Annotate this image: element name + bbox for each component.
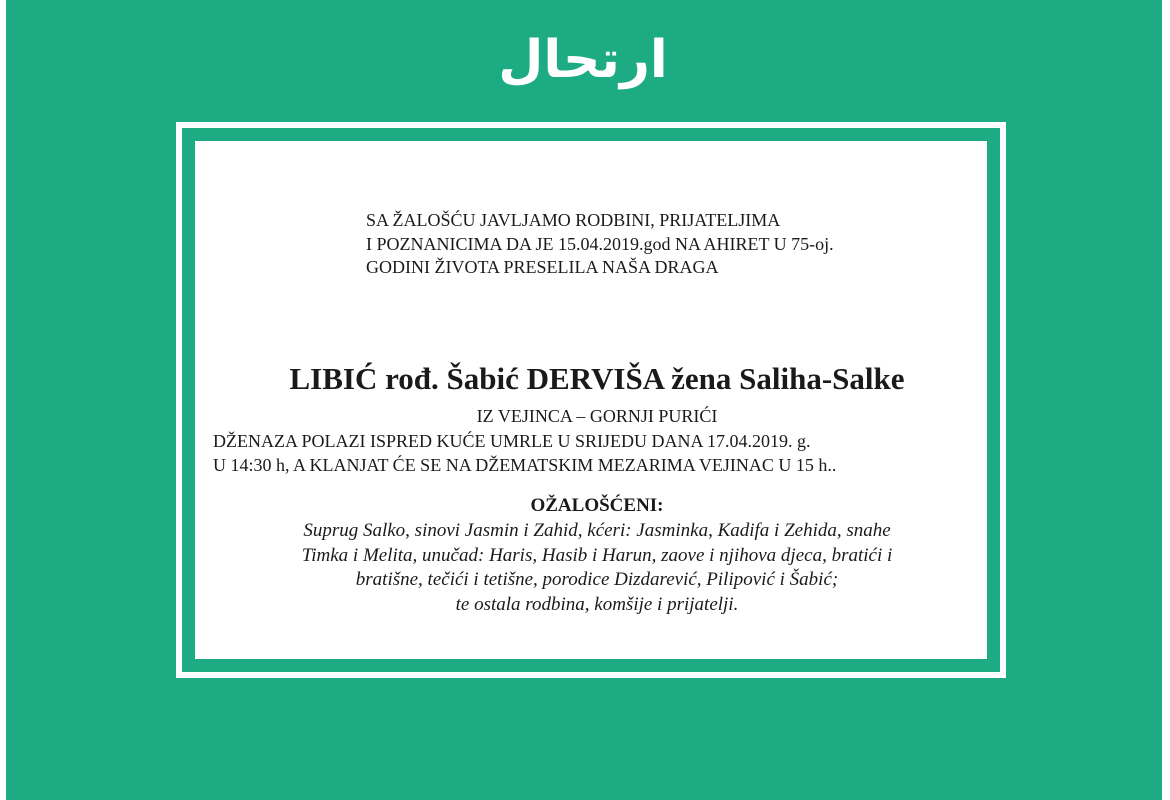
notice-frame [176, 122, 1006, 678]
mourners-title: OŽALOŠĆENI: [530, 495, 664, 516]
funeral-line: DŽENAZA POLAZI ISPRED KUĆE UMRLE U SRIJEDU DANA 17.04.2019. g. [213, 431, 811, 451]
mourners-line: bratišne, tečići i tetišne, porodice Dizdarević, Pilipović i Šabić; [355, 569, 839, 590]
intro-line: GODINI ŽIVOTA PRESELILA NAŠA DRAGA [366, 257, 719, 277]
mourners-line: te ostala rodbina, komšije i prijatelji. [455, 593, 739, 615]
intro-line: I POZNANICIMA DA JE 15.04.2019.god NA AHIRET U 75-oj. [366, 233, 834, 254]
mourners-list [195, 519, 999, 617]
mourners-line: Timka i Melita, unučad: Haris, Hasib i Harun, zaove i njihova djeca, bratići i [301, 544, 893, 566]
deceased-origin: IZ VEJINCA – GORNJI PURIĆI [476, 406, 718, 426]
frame-green-border [182, 128, 1000, 672]
funeral-line: U 14:30 h, A KLANJAT ĆE SE NA DŽEMATSKIM MEZARIMA VEJINAC U 15 h.. [213, 455, 837, 475]
announcement-intro [366, 209, 966, 280]
mourners-line: Suprug Salko, sinovi Jasmin i Zahid, kćeri: Jasminka, Kadifa i Zehida, snahe [303, 520, 891, 541]
green-background [6, 0, 1162, 800]
arabic-calligraphy-heading: ارتحال [498, 30, 668, 90]
intro-line: SA ŽALOŠĆU JAVLJAMO RODBINI, PRIJATELJIMA [366, 210, 781, 230]
notice-panel [195, 141, 987, 659]
funeral-details [213, 429, 1003, 477]
deceased-name: LIBIĆ rođ. Šabić DERVIŠA žena Saliha-Salke [289, 361, 905, 396]
